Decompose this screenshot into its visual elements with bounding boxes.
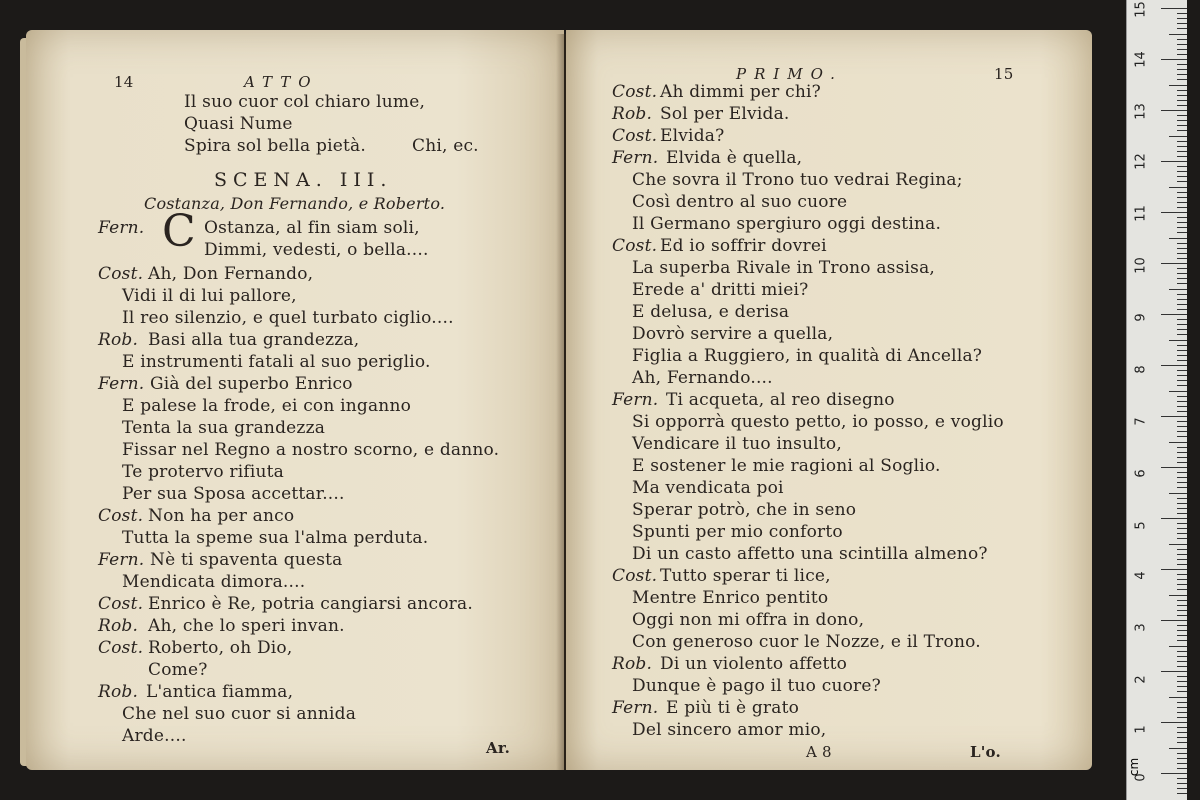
ruler-tick <box>1177 707 1187 708</box>
ruler-tick <box>1161 620 1187 621</box>
ruler-tick <box>1177 472 1187 473</box>
speaker-label: Fern. <box>612 698 659 718</box>
ruler-tick <box>1177 355 1187 356</box>
ruler-tick <box>1177 115 1187 116</box>
ruler-tick <box>1177 625 1187 626</box>
ruler-label: 10 <box>1133 257 1149 274</box>
ruler-tick <box>1161 263 1187 264</box>
ruler-tick <box>1177 401 1187 402</box>
verse-line: Già del superbo Enrico <box>150 374 353 394</box>
ruler-tick <box>1177 273 1187 274</box>
ruler-tick <box>1177 508 1187 509</box>
ruler-tick <box>1177 589 1187 590</box>
ruler-tick <box>1177 278 1187 279</box>
ruler-label: 9 <box>1133 313 1149 322</box>
ruler-tick <box>1177 651 1187 652</box>
verse-line: Ma vendicata poi <box>632 478 784 498</box>
ruler-tick <box>1177 712 1187 713</box>
ruler-tick <box>1177 600 1187 601</box>
ruler-tick <box>1169 544 1187 545</box>
ruler-tick <box>1177 533 1187 534</box>
ruler-tick <box>1177 54 1187 55</box>
speaker-label: Fern. <box>612 148 659 168</box>
ruler-tick <box>1177 100 1187 101</box>
speaker-label: Rob. <box>612 654 653 674</box>
ruler-tick <box>1177 294 1187 295</box>
verse-line: E palese la frode, ei con inganno <box>122 396 412 416</box>
ruler-tick <box>1177 360 1187 361</box>
speaker-label: Cost. <box>612 236 658 256</box>
ruler-tick <box>1177 702 1187 703</box>
verse-line: Figlia a Ruggiero, in qualità di Ancella? <box>632 346 983 366</box>
verse-line: Il reo silenzio, e quel turbato ciglio.... <box>122 308 454 328</box>
ruler-tick <box>1177 329 1187 330</box>
ruler-tick <box>1177 345 1187 346</box>
verse-line: Mentre Enrico pentito <box>632 588 829 608</box>
ruler-tick <box>1169 391 1187 392</box>
measurement-ruler <box>1126 0 1187 800</box>
verse-line: Il suo cuor col chiaro lume, <box>184 92 426 112</box>
ruler-tick <box>1177 95 1187 96</box>
verse-line: Che sovra il Trono tuo vedrai Regina; <box>632 170 963 190</box>
verse-line: Come? <box>148 660 208 680</box>
verse-line: Ah, Don Fernando, <box>148 264 314 284</box>
ruler-tick <box>1177 375 1187 376</box>
verse-line: Ah, che lo speri invan. <box>148 616 345 636</box>
verse-line: Si opporrà questo petto, io posso, e voglio <box>632 412 1004 432</box>
verse-line: Sol per Elvida. <box>660 104 790 124</box>
verse-line: Di un casto affetto una scintilla almeno? <box>632 544 988 564</box>
ruler-tick <box>1177 28 1187 29</box>
verse-line: La superba Rivale in Trono assisa, <box>632 258 936 278</box>
verse-line: Dovrò servire a quella, <box>632 324 834 344</box>
ruler-tick <box>1177 202 1187 203</box>
verse-line: Dunque è pago il tuo cuore? <box>632 676 881 696</box>
ruler-tick <box>1177 64 1187 65</box>
ruler-label: 0 <box>1133 773 1149 782</box>
ruler-tick <box>1177 564 1187 565</box>
ruler-tick <box>1177 727 1187 728</box>
ruler-tick <box>1177 171 1187 172</box>
ruler-tick <box>1177 615 1187 616</box>
ruler-label: 13 <box>1133 103 1149 120</box>
ruler-tick <box>1177 584 1187 585</box>
speaker-label: Rob. <box>612 104 653 124</box>
ruler-tick <box>1177 513 1187 514</box>
ruler-tick <box>1177 49 1187 50</box>
ruler-tick <box>1177 258 1187 259</box>
ruler-tick <box>1177 549 1187 550</box>
ruler-tick <box>1177 462 1187 463</box>
speaker-label: Cost. <box>612 126 658 146</box>
verse-line: Ed io soffrir dovrei <box>660 236 827 256</box>
catchword-left: Ar. <box>486 739 510 757</box>
running-head-right: PRIMO. <box>736 65 843 83</box>
ruler-tick <box>1177 691 1187 692</box>
verse-line: E più ti è grato <box>666 698 800 718</box>
ruler-tick <box>1177 385 1187 386</box>
ruler-tick <box>1177 79 1187 80</box>
ruler-tick <box>1169 595 1187 596</box>
ruler-tick <box>1177 13 1187 14</box>
page-number-left: 14 <box>114 73 134 91</box>
ruler-tick <box>1177 396 1187 397</box>
ruler-tick <box>1177 18 1187 19</box>
ruler-tick <box>1177 610 1187 611</box>
ruler-tick <box>1177 141 1187 142</box>
ruler-tick <box>1177 737 1187 738</box>
verse-line: Di un violento affetto <box>660 654 848 674</box>
speaker-label: Cost. <box>98 264 144 284</box>
ruler-tick <box>1161 161 1187 162</box>
ruler-tick <box>1177 788 1187 789</box>
ruler-label: 2 <box>1133 675 1149 684</box>
page-number-right: 15 <box>994 65 1014 83</box>
verse-line: Tutta la speme sua l'alma perduta. <box>122 528 429 548</box>
ruler-tick <box>1169 187 1187 188</box>
verse-line: Quasi Nume <box>184 114 293 134</box>
ruler-tick <box>1177 406 1187 407</box>
ruler-tick <box>1177 253 1187 254</box>
ruler-tick <box>1177 523 1187 524</box>
ruler-tick <box>1177 222 1187 223</box>
ruler-tick <box>1177 635 1187 636</box>
ruler-tick <box>1177 350 1187 351</box>
ruler-tick <box>1177 732 1187 733</box>
ruler-tick <box>1177 39 1187 40</box>
catchword-right: L'o. <box>970 743 1001 761</box>
ruler-tick <box>1177 763 1187 764</box>
verse-line: L'antica fiamma, <box>146 682 294 702</box>
ruler-tick <box>1177 268 1187 269</box>
ruler-tick <box>1169 34 1187 35</box>
ruler-tick <box>1177 421 1187 422</box>
ruler-tick <box>1161 314 1187 315</box>
ruler-tick <box>1177 283 1187 284</box>
ruler-tick <box>1177 176 1187 177</box>
verse-line: Tenta la sua grandezza <box>122 418 326 438</box>
ruler-tick <box>1169 697 1187 698</box>
running-head-left: ATTO <box>244 73 319 91</box>
ruler-tick <box>1161 416 1187 417</box>
ruler-tick <box>1177 192 1187 193</box>
ruler-tick <box>1177 217 1187 218</box>
ruler-tick <box>1177 23 1187 24</box>
verse-line: Elvida? <box>660 126 725 146</box>
ruler-tick <box>1177 768 1187 769</box>
ruler-tick <box>1161 671 1187 672</box>
ruler-tick <box>1177 676 1187 677</box>
ruler-label: 11 <box>1133 205 1149 222</box>
verse-line: Roberto, oh Dio, <box>148 638 293 658</box>
ruler-label: 7 <box>1133 417 1149 426</box>
verse-line: Oggi non mi offra in dono, <box>632 610 865 630</box>
verse-line: Che nel suo cuor si annida <box>122 704 357 724</box>
ruler-tick <box>1177 324 1187 325</box>
ruler-tick <box>1161 365 1187 366</box>
speaker-label: Cost. <box>98 594 144 614</box>
ruler-tick <box>1177 248 1187 249</box>
ruler-tick <box>1177 686 1187 687</box>
ruler-tick <box>1177 105 1187 106</box>
ruler-tick <box>1161 467 1187 468</box>
ruler-tick <box>1177 156 1187 157</box>
ruler-tick <box>1177 477 1187 478</box>
speaker-label: Cost. <box>98 506 144 526</box>
scene-heading: SCENA. III. <box>214 169 393 191</box>
ruler-tick <box>1177 431 1187 432</box>
ruler-tick <box>1177 166 1187 167</box>
signature-mark: A 8 <box>806 743 832 761</box>
ruler-tick <box>1177 44 1187 45</box>
verse-line: Te protervo rifiuta <box>122 462 284 482</box>
speaker-label: Cost. <box>612 82 658 102</box>
ruler-tick <box>1177 197 1187 198</box>
ruler-tick <box>1177 457 1187 458</box>
ruler-tick <box>1169 442 1187 443</box>
ruler-tick <box>1177 146 1187 147</box>
ruler-tick <box>1177 232 1187 233</box>
ruler-tick <box>1177 304 1187 305</box>
ruler-tick <box>1161 59 1187 60</box>
ruler-tick <box>1177 319 1187 320</box>
ruler-tick <box>1177 503 1187 504</box>
chorus-cue: Chi, ec. <box>412 136 479 156</box>
ruler-tick <box>1177 630 1187 631</box>
verse-line: Spunti per mio conforto <box>632 522 843 542</box>
ruler-tick <box>1161 773 1187 774</box>
verse-line: Fissar nel Regno a nostro scorno, e danno. <box>122 440 500 460</box>
ruler-tick <box>1177 227 1187 228</box>
ruler-tick <box>1177 74 1187 75</box>
ruler-tick <box>1177 447 1187 448</box>
speaker-label: Fern. <box>98 218 145 238</box>
verse-line: Ostanza, al fin siam soli, <box>204 218 420 238</box>
ruler-tick <box>1169 646 1187 647</box>
verse-line: Non ha per anco <box>148 506 295 526</box>
ruler-tick <box>1177 299 1187 300</box>
ruler-tick <box>1169 238 1187 239</box>
ruler-label: 1 <box>1133 725 1149 734</box>
verse-line: Sperar potrò, che in seno <box>632 500 857 520</box>
verse-line: Spira sol bella pietà. <box>184 136 366 156</box>
ruler-tick <box>1177 528 1187 529</box>
ruler-tick <box>1169 340 1187 341</box>
verse-line: Ti acqueta, al reo disegno <box>666 390 895 410</box>
ruler-tick <box>1177 656 1187 657</box>
verse-line: Il Germano spergiuro oggi destina. <box>632 214 942 234</box>
verse-line: Con generoso cuor le Nozze, e il Trono. <box>632 632 981 652</box>
ruler-label: 4 <box>1133 571 1149 580</box>
ruler-label: 8 <box>1133 365 1149 374</box>
verse-line: Ah dimmi per chi? <box>660 82 821 102</box>
ruler-tick <box>1177 309 1187 310</box>
ruler-tick <box>1177 554 1187 555</box>
ruler-tick <box>1177 559 1187 560</box>
ruler-tick <box>1177 426 1187 427</box>
ruler-tick <box>1177 742 1187 743</box>
ruler-tick <box>1177 640 1187 641</box>
ruler-tick <box>1177 380 1187 381</box>
verse-line: Per sua Sposa accettar.... <box>122 484 345 504</box>
speaker-label: Rob. <box>98 616 139 636</box>
ruler-tick <box>1177 753 1187 754</box>
ruler-tick <box>1177 243 1187 244</box>
ruler-tick <box>1177 125 1187 126</box>
verse-line: E instrumenti fatali al suo periglio. <box>122 352 431 372</box>
ruler-tick <box>1177 783 1187 784</box>
ruler-tick <box>1177 69 1187 70</box>
verse-line: Così dentro al suo cuore <box>632 192 848 212</box>
verse-line: Del sincero amor mio, <box>632 720 827 740</box>
ruler-tick <box>1161 110 1187 111</box>
verse-line: Enrico è Re, potria cangiarsi ancora. <box>148 594 473 614</box>
drop-cap: C <box>162 206 196 257</box>
ruler-tick <box>1169 493 1187 494</box>
ruler-tick <box>1169 748 1187 749</box>
speaker-label: Fern. <box>98 374 145 394</box>
verse-line: Dimmi, vedesti, o bella.... <box>204 240 429 260</box>
ruler-label: 15 <box>1133 1 1149 18</box>
verse-line: Elvida è quella, <box>666 148 803 168</box>
verse-line: Arde.... <box>122 726 187 746</box>
ruler-label: 3 <box>1133 623 1149 632</box>
ruler-tick <box>1177 717 1187 718</box>
verse-line: Ah, Fernando.... <box>632 368 773 388</box>
ruler-tick <box>1177 120 1187 121</box>
ruler-tick <box>1177 661 1187 662</box>
dramatis-personae: Costanza, Don Fernando, e Roberto. <box>144 194 446 213</box>
ruler-tick <box>1169 85 1187 86</box>
ruler-tick <box>1177 334 1187 335</box>
verse-line: Vendicare il tuo insulto, <box>632 434 842 454</box>
ruler-tick <box>1177 482 1187 483</box>
speaker-label: Fern. <box>612 390 659 410</box>
verse-line: Vidi il di lui pallore, <box>122 286 297 306</box>
ruler-tick <box>1161 212 1187 213</box>
ruler-tick <box>1177 538 1187 539</box>
ruler-tick <box>1177 666 1187 667</box>
ruler-tick <box>1177 130 1187 131</box>
ruler-tick <box>1169 289 1187 290</box>
speaker-label: Cost. <box>612 566 658 586</box>
ruler-tick <box>1169 136 1187 137</box>
ruler-tick <box>1177 487 1187 488</box>
verse-line: Erede a' dritti miei? <box>632 280 809 300</box>
ruler-tick <box>1177 778 1187 779</box>
speaker-label: Fern. <box>98 550 145 570</box>
ruler-tick <box>1161 569 1187 570</box>
ruler-tick <box>1177 793 1187 794</box>
right-page <box>566 30 1092 770</box>
verse-line: Tutto sperar ti lice, <box>660 566 831 586</box>
ruler-tick <box>1177 151 1187 152</box>
speaker-label: Rob. <box>98 682 139 702</box>
speaker-label: Cost. <box>98 638 144 658</box>
ruler-label: 5 <box>1133 521 1149 530</box>
ruler-tick <box>1177 411 1187 412</box>
ruler-tick <box>1161 722 1187 723</box>
verse-line: Basi alla tua grandezza, <box>148 330 360 350</box>
ruler-label: 6 <box>1133 469 1149 478</box>
ruler-label: 14 <box>1133 51 1149 68</box>
speaker-label: Rob. <box>98 330 139 350</box>
ruler-tick <box>1177 436 1187 437</box>
ruler-tick <box>1177 681 1187 682</box>
ruler-tick <box>1177 758 1187 759</box>
ruler-tick <box>1177 207 1187 208</box>
ruler-tick <box>1161 8 1187 9</box>
ruler-tick <box>1177 370 1187 371</box>
ruler-unit: cm <box>1127 757 1142 777</box>
ruler-tick <box>1177 498 1187 499</box>
ruler-tick <box>1177 579 1187 580</box>
ruler-label: 12 <box>1133 153 1149 170</box>
verse-line: E delusa, e derisa <box>632 302 790 322</box>
verse-line: Mendicata dimora.... <box>122 572 306 592</box>
open-book <box>16 24 1096 776</box>
ruler-tick <box>1177 452 1187 453</box>
verse-line: E sostener le mie ragioni al Soglio. <box>632 456 941 476</box>
ruler-tick <box>1177 605 1187 606</box>
left-page <box>26 30 564 770</box>
verse-line: Nè ti spaventa questa <box>150 550 343 570</box>
ruler-tick <box>1177 90 1187 91</box>
ruler-tick <box>1177 181 1187 182</box>
ruler-tick <box>1161 518 1187 519</box>
ruler-tick <box>1177 574 1187 575</box>
